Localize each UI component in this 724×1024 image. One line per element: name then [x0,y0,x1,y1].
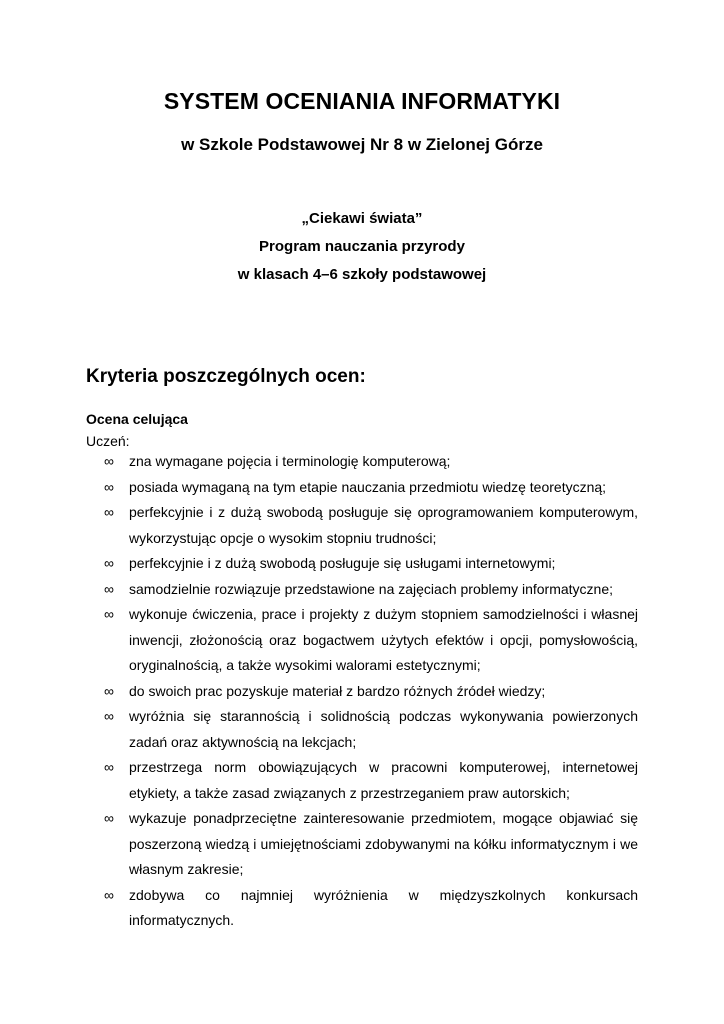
list-item [104,500,638,551]
list-item [104,755,638,806]
program-name: „Ciekawi świata” [301,210,423,227]
grade-heading: Ocena celująca [86,411,188,427]
infinity-bullet-icon: ∞ [104,810,114,826]
criterion-text: zdobywa co najmniej wyróżnienia w międzyszkolnych konkursach informatycznych. [129,886,638,928]
section-heading: Kryteria poszczególnych ocen: [86,366,366,387]
criteria-list [104,449,638,934]
list-item [104,475,638,501]
infinity-bullet-icon: ∞ [104,580,114,597]
infinity-bullet-icon: ∞ [104,504,114,520]
criterion-text: do swoich prac pozyskuje materiał z bardzo różnych źródeł wiedzy; [129,682,546,699]
document-title: SYSTEM OCENIANIA INFORMATYKI [163,88,561,114]
infinity-bullet-icon: ∞ [104,682,114,699]
list-item [104,577,638,603]
infinity-bullet-icon: ∞ [104,453,114,469]
criterion-text: wyróżnia się starannością i solidnością podczas wykonywania powierzonych zadań oraz aktywnością na lekcjach; [129,708,638,750]
infinity-bullet-icon: ∞ [104,606,114,622]
list-item [104,449,638,475]
list-item [104,883,638,934]
infinity-bullet-icon: ∞ [104,555,114,571]
criterion-text: posiada wymaganą na tym etapie nauczania przedmiotu wiedzę teoretyczną; [129,478,607,495]
criterion-text: zna wymagane pojęcia i terminologię komputerową; [129,453,451,469]
criterion-text: perfekcyjnie i z dużą swobodą posługuje się oprogramowaniem komputerowym, wykorzystując opcje o wysokim stopniu trudności; [129,504,638,546]
infinity-bullet-icon: ∞ [104,759,114,775]
list-item [104,551,638,577]
list-item [104,704,638,755]
infinity-bullet-icon: ∞ [104,886,114,903]
criterion-text: samodzielnie rozwiązuje przedstawione na zajęciach problemy informatyczne; [129,580,614,597]
list-item [104,806,638,883]
criterion-text: przestrzega norm obowiązujących w pracowni komputerowej, internetowej etykiety, a także zasad związanych z przestrzeganiem praw autorskich; [129,759,638,801]
program-block [0,205,724,289]
infinity-bullet-icon: ∞ [104,708,114,724]
list-item [104,679,638,705]
criterion-text: wykazuje ponadprzeciętne zainteresowanie przedmiotem, mogące objawiać się poszerzoną wiedzą i umiejętnościami zdobywanymi na kółku informatycznym i we własnym zakresie; [129,810,638,877]
infinity-bullet-icon: ∞ [104,478,114,495]
program-description: Program nauczania przyrody [259,238,465,255]
criterion-text: perfekcyjnie i z dużą swobodą posługuje się usługami internetowymi; [129,555,556,571]
intro-label: Uczeń: [86,433,130,449]
criterion-text: wykonuje ćwiczenia, prace i projekty z dużym stopniem samodzielności i własnej inwencji, złożonością oraz bogactwem użytych efektów i opcji, pomysłowością, oryginalnością, a także wysokimi walorami estetycznymi; [129,606,638,673]
list-item [104,602,638,679]
document-subtitle: w Szkole Podstawowej Nr 8 w Zielonej Górze [181,135,543,154]
program-classes: w klasach 4–6 szkoły podstawowej [237,266,487,283]
